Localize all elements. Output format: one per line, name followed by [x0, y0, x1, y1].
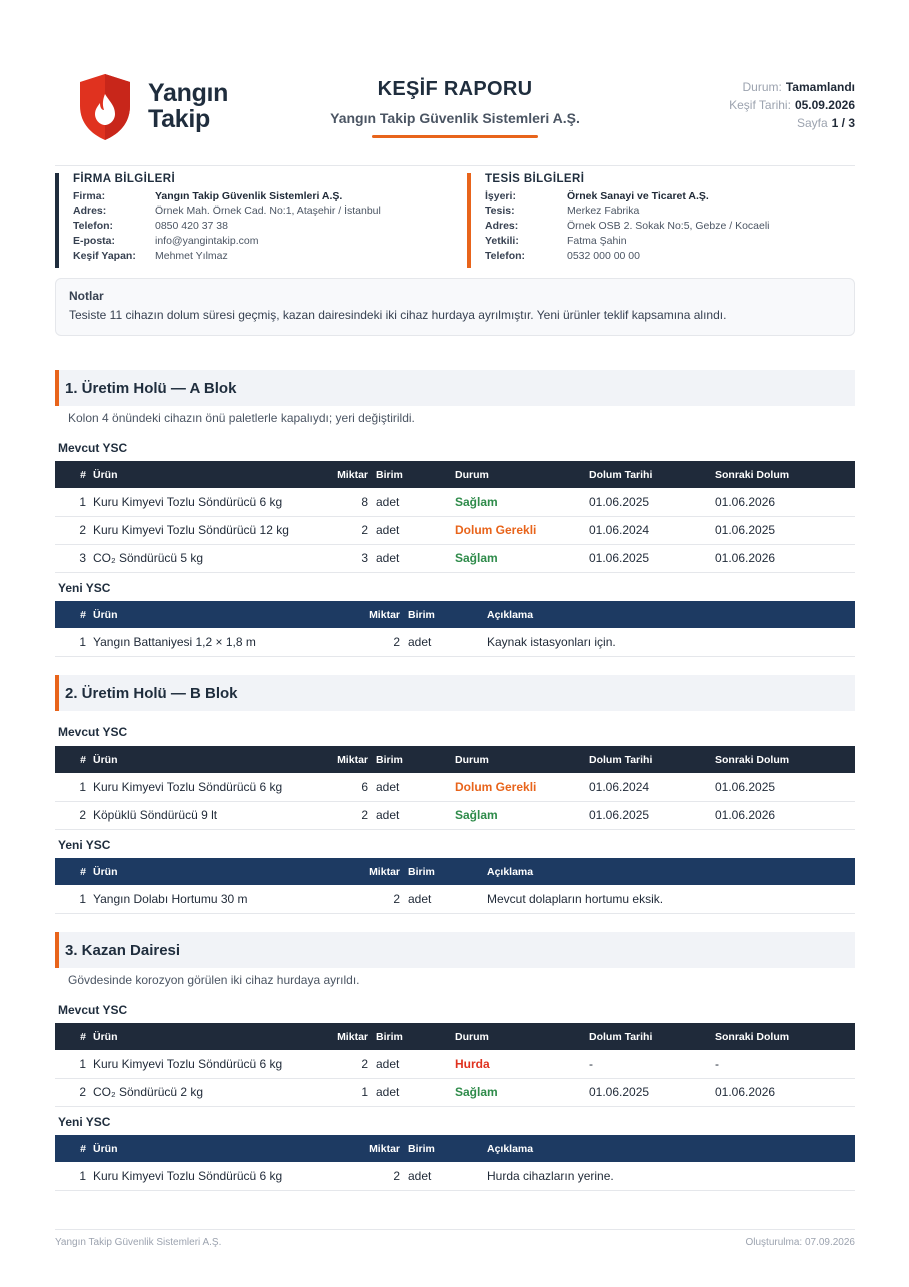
- section-description: Gövdesinde korozyon görülen iki cihaz hurdaya ayrıldı.: [68, 973, 360, 987]
- col-header-miktar: Miktar: [337, 753, 368, 766]
- col-header-urun: Ürün: [93, 1142, 118, 1155]
- col-header-number: #: [80, 753, 86, 766]
- col-header-miktar: Miktar: [369, 608, 400, 621]
- cell-aciklama: Mevcut dolapların hortumu eksik.: [487, 891, 664, 906]
- firma-value: Yangın Takip Güvenlik Sistemleri A.Ş.: [155, 190, 343, 202]
- cell-durum: [455, 1050, 589, 1078]
- firma-key: Keşif Yapan:: [73, 250, 136, 262]
- cell-miktar: 2: [361, 1056, 368, 1071]
- col-header-number: #: [80, 608, 86, 621]
- report-meta: [729, 78, 855, 132]
- col-header-urun: Ürün: [93, 1030, 118, 1043]
- cell-birim: adet: [376, 1085, 400, 1099]
- table-row: [55, 1078, 855, 1106]
- firma-key: Telefon:: [73, 220, 114, 232]
- tesis-heading: TESİS BİLGİLERİ: [485, 173, 585, 185]
- cell-dolum: -: [589, 1056, 593, 1071]
- cell-miktar: 3: [361, 551, 368, 565]
- cell-birim: adet: [376, 494, 400, 509]
- notes-body: Tesiste 11 cihazın dolum süresi geçmiş, kazan dairesindeki iki cihaz hurdaya ayrılmıştır. Yeni ürünler teklif kapsamına alındı.: [69, 308, 727, 322]
- page-subtitle: Yangın Takip Güvenlik Sistemleri A.Ş.: [330, 110, 580, 126]
- table-row: [55, 516, 855, 544]
- brand-logo-text: [148, 80, 228, 132]
- tesis-info: [467, 173, 857, 268]
- new-label: Yeni YSC: [58, 581, 111, 595]
- firma-value: info@yangintakip.com: [155, 235, 259, 247]
- status-badge: Sağlam: [455, 551, 498, 565]
- cell-urun: Kuru Kimyevi Tozlu Söndürücü 6 kg: [93, 494, 283, 509]
- cell-dolum: 01.06.2025: [589, 494, 650, 509]
- tesis-value: Fatma Şahin: [567, 235, 627, 247]
- col-header-birim: Birim: [408, 608, 435, 621]
- tesis-key: İşyeri:: [485, 190, 516, 202]
- report-header: [55, 70, 855, 160]
- tesis-value: 0532 000 00 00: [567, 250, 640, 262]
- firma-row: [73, 249, 445, 264]
- cell-durum: [455, 516, 589, 544]
- status-badge: Dolum Gerekli: [455, 779, 537, 794]
- col-header-sonraki: Sonraki Dolum: [715, 1030, 790, 1043]
- cell-no: 2: [79, 1085, 86, 1099]
- firma-value: Mehmet Yılmaz: [155, 250, 228, 262]
- footer-divider: [55, 1229, 855, 1230]
- cell-miktar: 2: [361, 523, 368, 537]
- table-row: [55, 773, 855, 801]
- firma-info: [55, 173, 445, 268]
- col-header-urun: Ürün: [93, 753, 118, 766]
- tesis-key: Yetkili:: [485, 235, 519, 247]
- col-header-miktar: Miktar: [369, 1142, 400, 1155]
- cell-sonraki: 01.06.2026: [715, 494, 776, 509]
- cell-dolum: 01.06.2025: [589, 1085, 650, 1099]
- footer-created-date: Oluşturulma: 07.09.2026: [745, 1237, 855, 1248]
- cell-no: 3: [79, 551, 86, 565]
- tesis-row: [485, 234, 857, 249]
- table-header-row: [55, 1023, 855, 1050]
- col-header-urun: Ürün: [93, 608, 118, 621]
- date-label: Keşif Tarihi:: [729, 98, 791, 112]
- col-header-birim: Birim: [376, 753, 403, 766]
- status-value: Tamamlandı: [785, 80, 855, 94]
- table-row: [55, 885, 855, 913]
- new-label: Yeni YSC: [58, 838, 111, 852]
- tesis-key: Adres:: [485, 220, 519, 232]
- cell-miktar: 2: [393, 634, 400, 649]
- cell-miktar: 2: [393, 891, 400, 906]
- notes-title: Notlar: [69, 289, 104, 303]
- col-header-miktar: Miktar: [337, 1030, 368, 1043]
- cell-sonraki: -: [715, 1056, 719, 1071]
- status-badge: Sağlam: [455, 494, 498, 509]
- col-header-birim: Birim: [376, 468, 403, 481]
- table-header-row: [55, 746, 855, 773]
- cell-miktar: 1: [361, 1085, 368, 1099]
- cell-sonraki: 01.06.2026: [715, 808, 776, 822]
- col-header-aciklama: Açıklama: [487, 865, 534, 878]
- page-title: KEŞİF RAPORU: [377, 78, 533, 100]
- cell-urun: CO₂ Söndürücü 2 kg: [93, 1085, 204, 1099]
- existing-table: [55, 746, 855, 830]
- cell-sonraki: 01.06.2025: [715, 779, 776, 794]
- existing-table: [55, 461, 855, 573]
- cell-durum: [455, 1078, 589, 1106]
- cell-miktar: 2: [361, 808, 368, 822]
- table-row: [55, 1162, 855, 1190]
- cell-dolum: 01.06.2025: [589, 551, 650, 565]
- col-header-number: #: [80, 865, 86, 878]
- section-heading: 1. Üretim Holü — A Blok: [55, 370, 855, 406]
- cell-birim: adet: [376, 523, 400, 537]
- title-underline: [372, 135, 538, 138]
- col-header-durum: Durum: [455, 1030, 489, 1043]
- status-badge: Dolum Gerekli: [455, 523, 537, 537]
- firma-row: [73, 219, 445, 234]
- cell-no: 1: [79, 1168, 86, 1183]
- cell-urun: CO₂ Söndürücü 5 kg: [93, 551, 204, 565]
- col-header-dolum: Dolum Tarihi: [589, 1030, 653, 1043]
- cell-miktar: 6: [361, 779, 368, 794]
- col-header-aciklama: Açıklama: [487, 608, 534, 621]
- col-header-durum: Durum: [455, 753, 489, 766]
- tesis-row: [485, 249, 857, 264]
- firma-value: Örnek Mah. Örnek Cad. No:1, Ataşehir / İstanbul: [155, 205, 381, 217]
- cell-birim: adet: [408, 1168, 432, 1183]
- page-value: 1 / 3: [831, 116, 855, 130]
- tesis-row: [485, 219, 857, 234]
- new-table: [55, 1135, 855, 1191]
- cell-sonraki: 01.06.2025: [715, 523, 776, 537]
- col-header-miktar: Miktar: [337, 468, 368, 481]
- col-header-dolum: Dolum Tarihi: [589, 468, 653, 481]
- table-row: [55, 488, 855, 516]
- shield-flame-icon: [77, 72, 133, 142]
- col-header-birim: Birim: [408, 865, 435, 878]
- table-row: [55, 801, 855, 829]
- cell-sonraki: 01.06.2026: [715, 551, 776, 565]
- firma-key: Adres:: [73, 205, 107, 217]
- tesis-value: Merkez Fabrika: [567, 205, 640, 217]
- cell-urun: Yangın Dolabı Hortumu 30 m: [93, 891, 248, 906]
- firma-key: E-posta:: [73, 235, 115, 247]
- table-header-row: [55, 1135, 855, 1162]
- cell-dolum: 01.06.2024: [589, 779, 650, 794]
- header-divider: [55, 165, 855, 166]
- tesis-row: [485, 204, 857, 219]
- table-header-row: [55, 461, 855, 488]
- cell-birim: adet: [408, 634, 432, 649]
- cell-no: 1: [79, 494, 86, 509]
- cell-birim: adet: [408, 891, 432, 906]
- existing-label: Mevcut YSC: [58, 725, 128, 739]
- existing-label: Mevcut YSC: [58, 441, 128, 455]
- cell-urun: Kuru Kimyevi Tozlu Söndürücü 12 kg: [93, 523, 289, 537]
- tesis-key: Telefon:: [485, 250, 526, 262]
- cell-urun: Kuru Kimyevi Tozlu Söndürücü 6 kg: [93, 1056, 283, 1071]
- cell-no: 1: [79, 1056, 86, 1071]
- new-table: [55, 601, 855, 657]
- cell-urun: Kuru Kimyevi Tozlu Söndürücü 6 kg: [93, 1168, 283, 1183]
- firma-heading: FİRMA BİLGİLERİ: [73, 173, 176, 185]
- footer-company: Yangın Takip Güvenlik Sistemleri A.Ş.: [55, 1237, 222, 1248]
- cell-no: 1: [79, 779, 86, 794]
- col-header-birim: Birim: [408, 1142, 435, 1155]
- table-row: [55, 628, 855, 656]
- firma-row: [73, 234, 445, 249]
- col-header-sonraki: Sonraki Dolum: [715, 468, 790, 481]
- brand-line-1: Yangın: [148, 79, 229, 107]
- cell-urun: Köpüklü Söndürücü 9 lt: [93, 808, 218, 822]
- section-description: Kolon 4 önündeki cihazın önü paletlerle kapalıydı; yeri değiştirildi.: [68, 411, 415, 425]
- cell-birim: adet: [376, 808, 400, 822]
- firma-row: [73, 204, 445, 219]
- status-label: Durum:: [742, 80, 782, 94]
- tesis-row: [485, 189, 857, 204]
- col-header-miktar: Miktar: [369, 865, 400, 878]
- col-header-number: #: [80, 1142, 86, 1155]
- cell-no: 1: [79, 891, 86, 906]
- existing-table: [55, 1023, 855, 1107]
- firma-row: [73, 189, 445, 204]
- cell-durum: [455, 488, 589, 516]
- col-header-urun: Ürün: [93, 865, 118, 878]
- col-header-number: #: [80, 468, 86, 481]
- tesis-value: Örnek Sanayi ve Ticaret A.Ş.: [567, 190, 709, 202]
- col-header-number: #: [80, 1030, 86, 1043]
- new-label: Yeni YSC: [58, 1115, 111, 1129]
- table-header-row: [55, 858, 855, 885]
- cell-urun: Kuru Kimyevi Tozlu Söndürücü 6 kg: [93, 779, 283, 794]
- cell-no: 1: [79, 634, 86, 649]
- cell-durum: [455, 773, 589, 801]
- cell-miktar: 8: [361, 494, 368, 509]
- cell-miktar: 2: [393, 1168, 400, 1183]
- cell-aciklama: Hurda cihazların yerine.: [487, 1168, 614, 1183]
- cell-birim: adet: [376, 1056, 400, 1071]
- firma-key: Firma:: [73, 190, 106, 202]
- cell-urun: Yangın Battaniyesi 1,2 × 1,8 m: [93, 634, 256, 649]
- cell-birim: adet: [376, 551, 400, 565]
- section-heading: 2. Üretim Holü — B Blok: [55, 675, 855, 711]
- cell-no: 2: [79, 523, 86, 537]
- cell-aciklama: Kaynak istasyonları için.: [487, 634, 616, 649]
- existing-label: Mevcut YSC: [58, 1003, 128, 1017]
- status-badge: Sağlam: [455, 1085, 498, 1099]
- date-value: 05.09.2026: [794, 98, 855, 112]
- table-header-row: [55, 601, 855, 628]
- tesis-value: Örnek OSB 2. Sokak No:5, Gebze / Kocaeli: [567, 220, 770, 232]
- section-heading: 3. Kazan Dairesi: [55, 932, 855, 968]
- col-header-birim: Birim: [376, 1030, 403, 1043]
- notes-box: [55, 278, 855, 336]
- table-row: [55, 544, 855, 572]
- cell-durum: [455, 544, 589, 572]
- cell-birim: adet: [376, 779, 400, 794]
- page-label: Sayfa: [796, 116, 828, 130]
- col-header-dolum: Dolum Tarihi: [589, 753, 653, 766]
- col-header-aciklama: Açıklama: [487, 1142, 534, 1155]
- tesis-key: Tesis:: [485, 205, 515, 217]
- cell-dolum: 01.06.2024: [589, 523, 650, 537]
- status-badge: Hurda: [455, 1056, 490, 1071]
- col-header-urun: Ürün: [93, 468, 118, 481]
- cell-sonraki: 01.06.2026: [715, 1085, 776, 1099]
- cell-durum: [455, 801, 589, 829]
- status-badge: Sağlam: [455, 808, 498, 822]
- title-block: [305, 78, 605, 138]
- cell-dolum: 01.06.2025: [589, 808, 650, 822]
- new-table: [55, 858, 855, 914]
- firma-value: 0850 420 37 38: [155, 220, 228, 232]
- cell-no: 2: [79, 808, 86, 822]
- col-header-durum: Durum: [455, 468, 489, 481]
- table-row: [55, 1050, 855, 1078]
- brand-line-2: Takip: [148, 105, 210, 133]
- col-header-sonraki: Sonraki Dolum: [715, 753, 790, 766]
